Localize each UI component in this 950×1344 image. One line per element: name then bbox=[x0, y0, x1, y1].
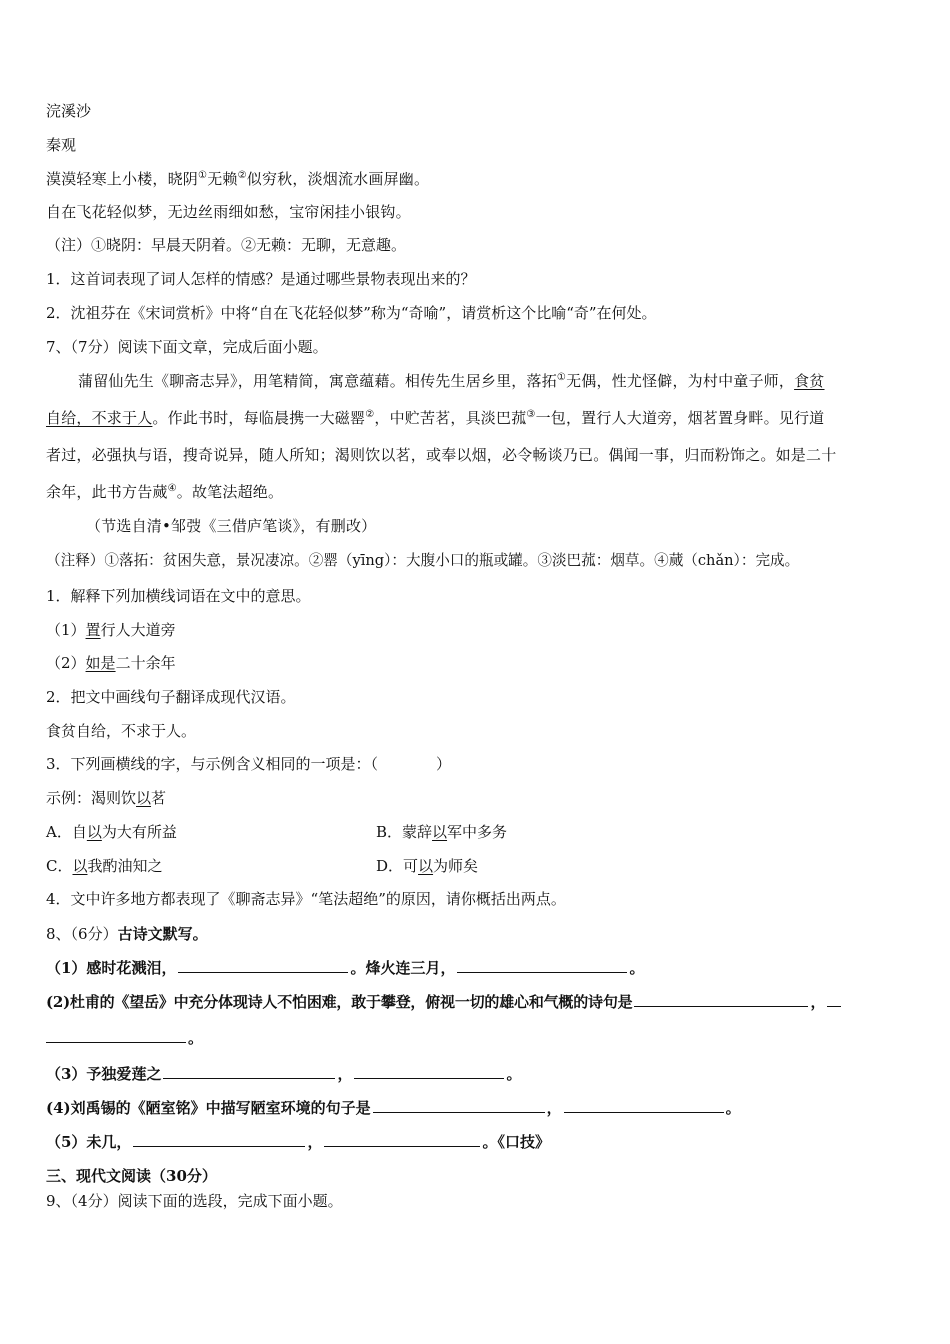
q7-question-3-example: 示例：渴则饮以茗 bbox=[46, 789, 167, 807]
q8-header: 8、（6分）古诗文默写。 bbox=[46, 925, 208, 943]
q7-passage-line-1: 蒲留仙先生《聊斋志异》，用笔精简，寓意蕴藉。相传先生居乡里，落拓①无偶，性尤怪僻，为村中童子师，食贫 bbox=[78, 372, 825, 390]
q8-item-1: （1）感时花溅泪， 。烽火连三月， 。 bbox=[46, 959, 645, 977]
q8-item-2-continued: 。 bbox=[46, 1028, 906, 1048]
q7-question-1-item-1: （1）置行人大道旁 bbox=[46, 621, 176, 639]
answer-blank[interactable] bbox=[324, 1132, 480, 1147]
poem-question-2: 2．沈祖芬在《宋词赏析》中将“自在飞花轻似梦”称为“奇喻”，请赏析这个比喻“奇”在何处。 bbox=[46, 304, 657, 322]
answer-blank[interactable] bbox=[564, 1098, 724, 1113]
q7-question-4: 4．文中许多地方都表现了《聊斋志异》“笔法超绝”的原因，请你概括出两点。 bbox=[46, 890, 566, 908]
answer-blank[interactable] bbox=[373, 1098, 545, 1113]
poem-question-1: 1．这首词表现了词人怎样的情感？是通过哪些景物表现出来的？ bbox=[46, 270, 476, 288]
poem-title: 浣溪沙 bbox=[46, 102, 92, 120]
q7-question-1-item-2: （2）如是二十余年 bbox=[46, 654, 176, 672]
option-d[interactable]: D．可以为师矣 bbox=[376, 857, 479, 875]
poem-author: 秦观 bbox=[46, 136, 77, 154]
q7-header: 7、（7分）阅读下面文章，完成后面小题。 bbox=[46, 338, 328, 356]
q7-question-2-sentence: 食贫自给，不求于人。 bbox=[46, 722, 197, 740]
answer-blank[interactable] bbox=[457, 958, 627, 973]
q8-item-3: （3）予独爱莲之 ， 。 bbox=[46, 1065, 522, 1083]
answer-blank[interactable] bbox=[178, 958, 348, 973]
q7-source: （节选自清•邹弢《三借庐笔谈》，有删改） bbox=[86, 517, 377, 535]
q8-item-5: （5）未几， ， 。《口技》 bbox=[46, 1133, 550, 1151]
q7-question-3: 3．下列画横线的字，与示例含义相同的一项是：（ ） bbox=[46, 755, 452, 773]
option-c[interactable]: C．以我酌油知之 bbox=[46, 857, 163, 875]
q7-passage-line-3: 者过，必强执与语，搜奇说异，随人所知；渴则饮以茗，或奉以烟，必令畅谈乃已。偶闻一事，归而粉饰之。如是二十 bbox=[46, 446, 837, 464]
poem-line-2: 自在飞花轻似梦，无边丝雨细如愁，宝帘闲挂小银钩。 bbox=[46, 203, 411, 221]
answer-blank[interactable] bbox=[354, 1064, 504, 1079]
q7-question-1: 1．解释下列加横线词语在文中的意思。 bbox=[46, 587, 311, 605]
answer-blank[interactable] bbox=[827, 992, 841, 1007]
answer-blank[interactable] bbox=[133, 1132, 305, 1147]
q7-passage-line-4: 余年，此书方告蒇④。故笔法超绝。 bbox=[46, 483, 284, 501]
answer-blank[interactable] bbox=[163, 1064, 335, 1079]
q8-item-2: (2)杜甫的《望岳》中充分体现诗人不怕困难，敢于攀登，俯视一切的雄心和气概的诗句是 ， bbox=[46, 992, 906, 1012]
option-a[interactable]: A．自以为大有所益 bbox=[46, 823, 177, 841]
option-b[interactable]: B．蒙辞以军中多务 bbox=[376, 823, 508, 841]
q9-header: 9、（4分）阅读下面的选段，完成下面小题。 bbox=[46, 1192, 343, 1210]
section-3-title: 三、现代文阅读（30分） bbox=[46, 1167, 217, 1185]
answer-blank[interactable] bbox=[634, 992, 808, 1007]
q7-notes: （注释）①落拓：贫困失意，景况凄凉。②罂（yīng）：大腹小口的瓶或罐。③淡巴菰：烟草。④蒇（chǎn）：完成。 bbox=[46, 552, 800, 569]
poem-line-1: 漠漠轻寒上小楼，晓阴①无赖②似穷秋，淡烟流水画屏幽。 bbox=[46, 170, 430, 188]
q8-item-4: (4)刘禹锡的《陋室铭》中描写陋室环境的句子是 ， 。 bbox=[46, 1099, 741, 1117]
q7-question-2: 2．把文中画线句子翻译成现代汉语。 bbox=[46, 688, 296, 706]
answer-blank[interactable] bbox=[46, 1028, 186, 1043]
q7-passage-line-2: 自给，不求于人。作此书时，每临晨携一大磁罂②，中贮苦茗，具淡巴菰③一包，置行人大道旁，烟茗置身畔。见行道 bbox=[46, 409, 825, 427]
poem-note: （注）①晓阴：早晨天阴着。②无赖：无聊，无意趣。 bbox=[46, 236, 407, 254]
